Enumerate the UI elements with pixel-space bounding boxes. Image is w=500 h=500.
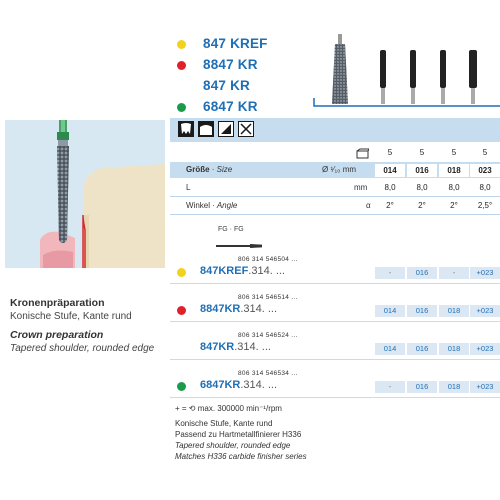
ref-2-value-1: 014 bbox=[375, 305, 405, 317]
ref-green-dot bbox=[177, 382, 186, 391]
tooth-icon bbox=[178, 121, 194, 137]
size-label-de: Größe bbox=[186, 165, 210, 174]
ref-2-value-4: +023 bbox=[470, 305, 500, 317]
ref-name-4: 6847KR.314. ... bbox=[200, 379, 278, 391]
length-label: L bbox=[186, 183, 191, 192]
size-unit: Ø ¹⁄₁₀ mm bbox=[322, 165, 357, 174]
crown-prep-icon bbox=[198, 121, 214, 137]
ref-1-value-2: 016 bbox=[407, 267, 437, 279]
ref-name-1: 847KREF.314. ... bbox=[200, 265, 285, 277]
size-value-2: 016 bbox=[407, 164, 437, 177]
ref-3-value-4: +023 bbox=[470, 343, 500, 355]
ref-name-2: 8847KR.314. ... bbox=[200, 303, 278, 315]
footer-line-1: Konische Stufe, Kante rund bbox=[175, 419, 273, 428]
length-value-2: 8,0 bbox=[416, 183, 428, 192]
fg-label: FG · FG bbox=[218, 226, 244, 233]
length-value-1: 8,0 bbox=[384, 183, 396, 192]
length-value-4: 8,0 bbox=[479, 183, 491, 192]
footer-line-3: Tapered shoulder, rounded edge bbox=[175, 441, 291, 450]
angle-label-en: · Angle bbox=[212, 201, 238, 210]
crown-illustration bbox=[5, 120, 165, 268]
ref-1-value-4: +023 bbox=[470, 267, 500, 279]
ref-2-value-2: 016 bbox=[407, 305, 437, 317]
length-value-3: 8,0 bbox=[448, 183, 460, 192]
size-label-en: · Size bbox=[211, 165, 233, 174]
ref-1-value-1: - bbox=[375, 267, 405, 279]
left-title-en: Crown preparation bbox=[10, 329, 104, 341]
size-value-1: 014 bbox=[375, 164, 405, 177]
green-dot bbox=[177, 103, 186, 112]
divider bbox=[170, 359, 500, 360]
footer-line-2: Passend zu Hartmetallfinierer H336 bbox=[175, 430, 302, 439]
left-subtitle-en: Tapered shoulder, rounded edge bbox=[10, 343, 155, 354]
pack-value-3: 5 bbox=[451, 148, 457, 157]
divider bbox=[170, 397, 500, 398]
ref-3-value-2: 016 bbox=[407, 343, 437, 355]
divider bbox=[170, 321, 500, 322]
ref-code-4: 806 314 546534 ... bbox=[238, 370, 298, 377]
angle-value-2: 2° bbox=[418, 201, 426, 210]
angle-value-3: 2° bbox=[450, 201, 458, 210]
ref-1-value-3: - bbox=[439, 267, 469, 279]
ref-4-value-4: +023 bbox=[470, 381, 500, 393]
product-name-2: 8847 KR bbox=[203, 57, 258, 72]
ref-yellow-dot bbox=[177, 268, 186, 277]
product-name-4: 6847 KR bbox=[203, 99, 258, 114]
red-dot bbox=[177, 61, 186, 70]
fg-bur-icon bbox=[216, 237, 266, 245]
left-subtitle-de: Konische Stufe, Kante rund bbox=[10, 311, 132, 322]
angle-value-1: 2° bbox=[386, 201, 394, 210]
length-unit: mm bbox=[354, 183, 368, 192]
pack-value-1: 5 bbox=[387, 148, 393, 157]
cutting-icon bbox=[238, 121, 254, 137]
pack-value-4: 5 bbox=[482, 148, 488, 157]
package-icon bbox=[356, 146, 369, 157]
yellow-dot bbox=[177, 40, 186, 49]
ref-red-dot bbox=[177, 306, 186, 315]
bur-drawings bbox=[310, 28, 500, 110]
ref-3-value-3: 018 bbox=[439, 343, 469, 355]
product-name-1: 847 KREF bbox=[203, 36, 268, 51]
size-value-3: 018 bbox=[439, 164, 469, 177]
angle-unit: α bbox=[366, 201, 371, 210]
ref-2-value-3: 018 bbox=[439, 305, 469, 317]
ref-name-3: 847KR.314. ... bbox=[200, 341, 271, 353]
ref-code-3: 806 314 546524 ... bbox=[238, 332, 298, 339]
icon-strip bbox=[170, 118, 500, 142]
divider bbox=[170, 283, 500, 284]
size-value-4: 023 bbox=[470, 164, 500, 177]
left-title-de: Kronenpräparation bbox=[10, 297, 105, 309]
ref-4-value-3: 018 bbox=[439, 381, 469, 393]
angle-icon bbox=[218, 121, 234, 137]
ref-code-2: 806 314 546514 ... bbox=[238, 294, 298, 301]
ref-4-value-2: 016 bbox=[407, 381, 437, 393]
pack-value-2: 5 bbox=[419, 148, 425, 157]
ref-3-value-1: 014 bbox=[375, 343, 405, 355]
footer-line-4: Matches H336 carbide finisher series bbox=[175, 452, 307, 461]
product-name-3: 847 KR bbox=[203, 78, 250, 93]
angle-value-4: 2,5° bbox=[477, 201, 493, 210]
ref-4-value-1: - bbox=[375, 381, 405, 393]
angle-label-de: Winkel bbox=[186, 201, 211, 210]
speed-note: + = ⟲ max. 300000 min⁻¹/rpm bbox=[175, 404, 282, 413]
ref-code-1: 806 314 546504 ... bbox=[238, 256, 298, 263]
